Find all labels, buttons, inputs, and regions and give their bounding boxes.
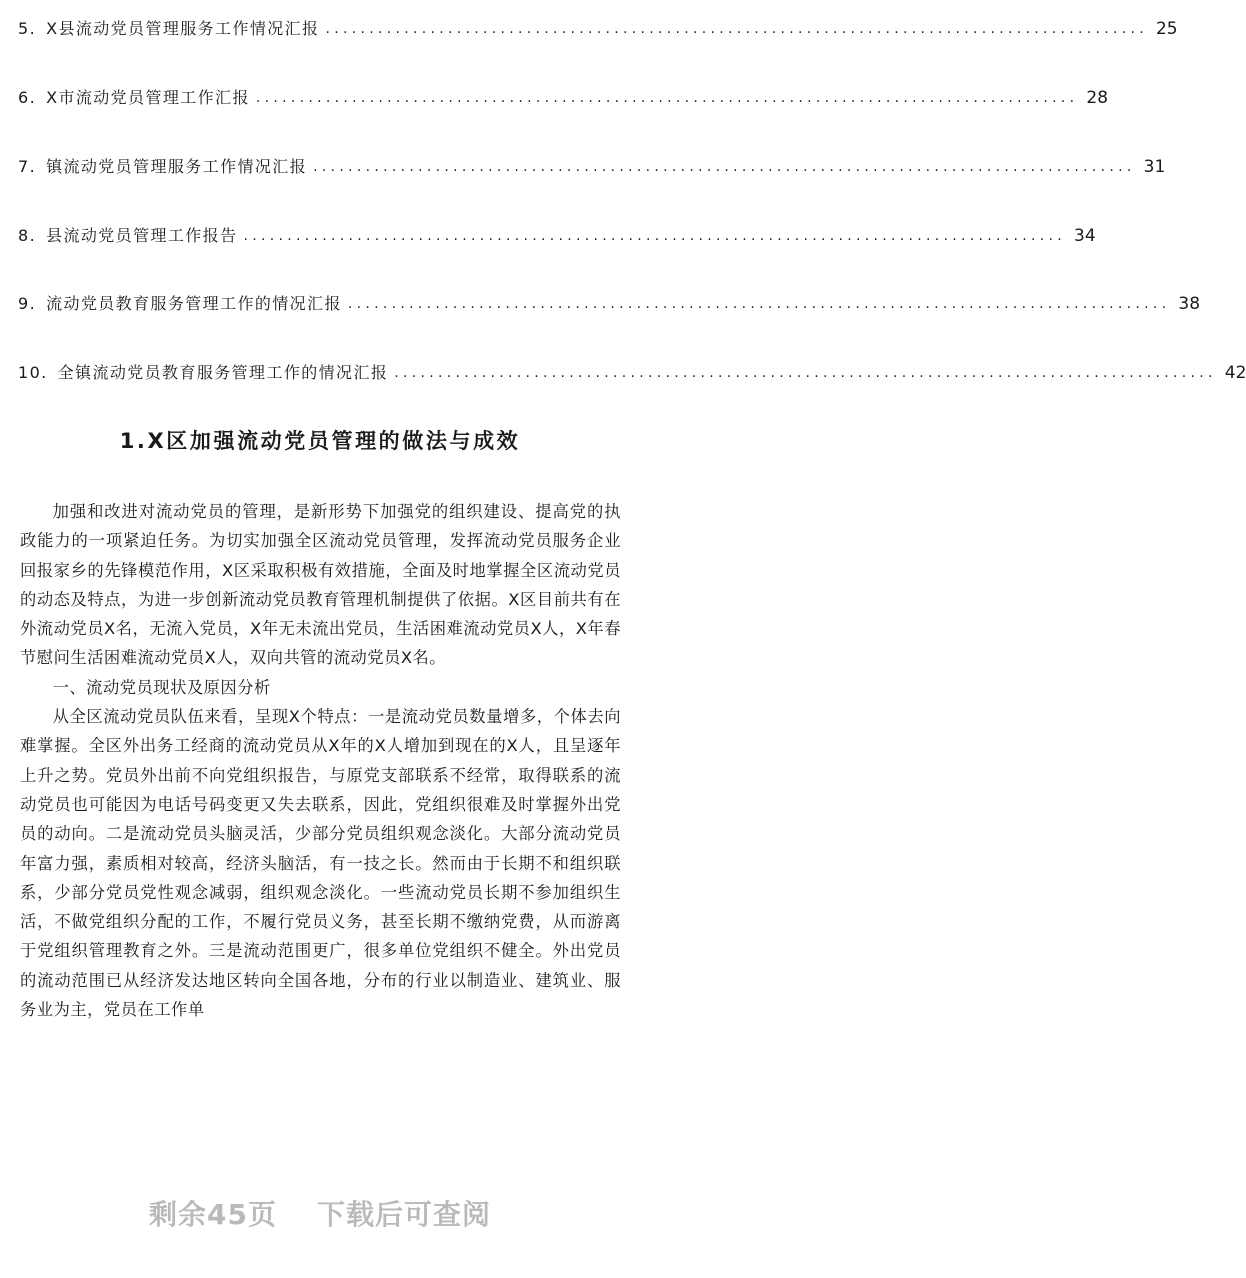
toc-item-title: X市流动党员管理工作汇报 [46, 88, 250, 107]
toc-item-number: 10. [18, 363, 48, 382]
toc-item-number: 8. [18, 226, 37, 245]
toc-item-number: 7. [18, 157, 37, 176]
toc-item-page: 28 [1086, 88, 1109, 108]
download-to-view-label: 下载后可查阅 [316, 1198, 491, 1231]
toc-leader-dots: .............................................................................................. [313, 159, 1136, 175]
toc-item[interactable] [18, 290, 1201, 318]
toc-item-number: 6. [18, 88, 37, 107]
toc-item-page: 42 [1224, 363, 1246, 383]
body-paragraph: 从全区流动党员队伍来看，呈现X个特点：一是流动党员数量增多，个体去向难掌握。全区外出务工经商的流动党员从X年的X人增加到现在的X人，且呈逐年上升之势。党员外出前不向党组织报告，与原党支部联系不经常，取得联系的流动党员也可能因为电话号码变更又失去联系，因此，党组织很难及时掌握外出党员的动向。二是流动党员头脑灵活，少部分党员组织观念淡化。大部分流动党员年富力强，素质相对较高，经济头脑活，有一技之长。然而由于长期不和组织联系，少部分党员党性观念减弱，组织观念淡化。一些流动党员长期不参加组织生活，不做党组织分配的工作，不履行党员义务，甚至长期不缴纳党费，从而游离于党组织管理教育之外。三是流动范围更广，很多单位党组织不健全。外出党员的流动范围已从经济发达地区转向全国各地，分布的行业以制造业、建筑业、服务业为主，党员在工作单 [20, 707, 621, 1020]
toc-item[interactable] [18, 359, 1246, 387]
toc-item-page: 38 [1178, 294, 1201, 314]
toc-item-title: 全镇流动党员教育服务管理工作的情况汇报 [57, 363, 389, 382]
toc-item-title: 镇流动党员管理服务工作情况汇报 [46, 157, 308, 176]
toc-leader-dots: .............................................................................................. [255, 90, 1079, 106]
toc-item-page: 31 [1143, 157, 1166, 177]
toc-leader-dots: .............................................................................................. [394, 365, 1217, 381]
toc-item-page: 34 [1074, 226, 1096, 246]
toc-item-title: X县流动党员管理服务工作情况汇报 [46, 19, 320, 38]
remaining-pages-label: 剩余45页 [149, 1198, 277, 1231]
toc-item-page: 25 [1155, 19, 1178, 39]
toc-leader-dots: .............................................................................................. [325, 21, 1148, 37]
toc-item-title: 县流动党员管理工作报告 [46, 226, 238, 245]
toc-item[interactable] [18, 15, 1178, 43]
toc-item-number: 5. [18, 19, 37, 38]
toc-item-number: 9. [18, 294, 37, 313]
download-prompt[interactable] [0, 1193, 640, 1233]
body-paragraph: 加强和改进对流动党员的管理，是新形势下加强党的组织建设、提高党的执政能力的一项紧迫任务。为切实加强全区流动党员管理，发挥流动党员服务企业回报家乡的先锋模范作用，X区采取积极有效措施，全面及时地掌握全区流动党员的动态及特点，为进一步创新流动党员教育管理机制提供了依据。X区目前共有在外流动党员X名，无流入党员，X年无未流出党员，生活困难流动党员X人，X年春节慰问生活困难流动党员X人，双向共管的流动党员X名。 [20, 502, 621, 668]
toc-item[interactable] [18, 84, 1109, 112]
section-subheading: 一、流动党员现状及原因分析 [52, 677, 271, 697]
toc-leader-dots: .............................................................................................. [243, 228, 1067, 244]
section-heading: 1.X区加强流动党员管理的做法与成效 [119, 429, 521, 453]
toc-item[interactable] [18, 153, 1166, 181]
toc-item[interactable] [18, 222, 1096, 250]
toc-item-title: 流动党员教育服务管理工作的情况汇报 [46, 294, 342, 313]
toc-leader-dots: .............................................................................................. [347, 296, 1171, 312]
document-body [20, 497, 621, 1024]
